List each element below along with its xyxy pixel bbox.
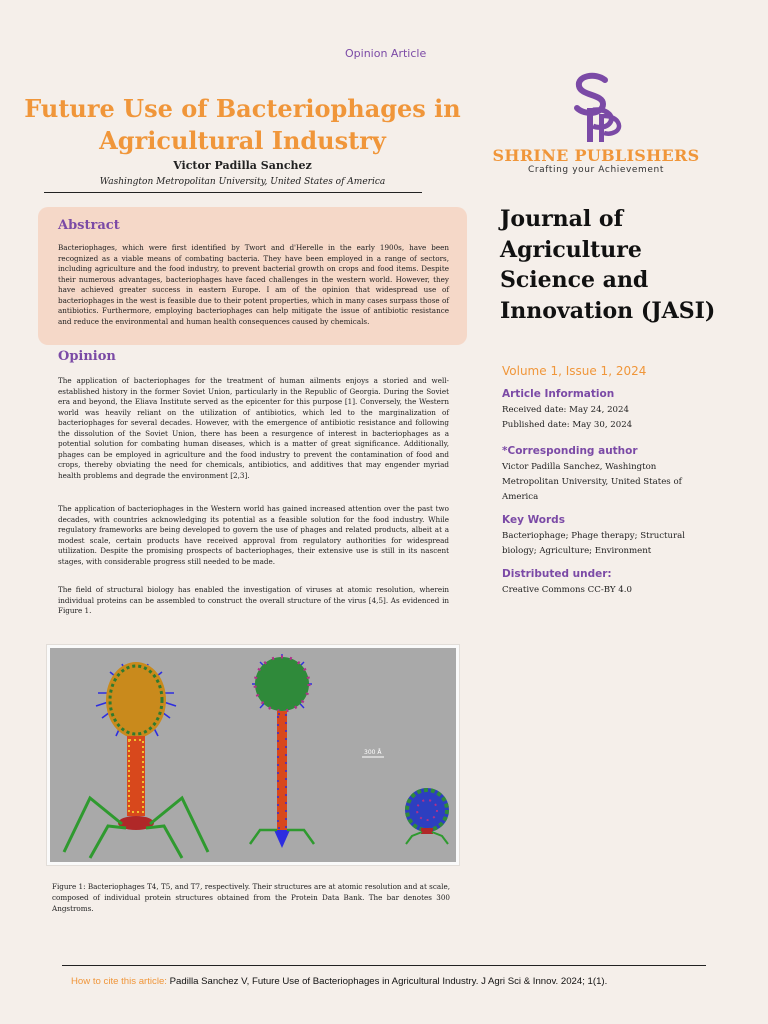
bacteriophage-illustration xyxy=(50,648,456,862)
citation-label: How to cite this article: xyxy=(71,976,170,987)
corresponding-heading: *Corresponding author xyxy=(502,445,638,457)
article-type: Opinion Article xyxy=(345,47,427,60)
author-name: Victor Padilla Sanchez xyxy=(173,159,312,172)
corresponding-author: Victor Padilla Sanchez, Washington Metropolitan University, United States of America xyxy=(502,462,682,502)
publisher-name: SHRINE PUBLISHERS xyxy=(492,146,700,165)
figure-caption: Figure 1: Bacteriophages T4, T5, and T7, respectively. Their structures are at atomic resolution and at scale, composed of individual protein structures obtained from the Protein Data Bank. The bar denotes 300 Angstroms. xyxy=(52,882,450,913)
phage-t4-icon xyxy=(64,662,208,858)
footer-divider xyxy=(62,965,706,966)
title-divider xyxy=(44,192,422,193)
scale-bar-label: 300 Å xyxy=(364,749,382,756)
keywords-heading: Key Words xyxy=(502,514,565,526)
distributed-heading: Distributed under: xyxy=(502,568,612,580)
keywords-text: Bacteriophage; Phage therapy; Structural biology; Agriculture; Environment xyxy=(502,531,686,556)
phage-t5-icon xyxy=(250,654,314,848)
received-date: Received date: May 24, 2024 xyxy=(502,405,629,415)
body-paragraph: The application of bacteriophages for the treatment of human ailments enjoys a storied and well-established history in the former Soviet Union, particularly in the Republic of Georgia. During the Soviet era and beyond, the Eliava Institute served as the epicenter for this purpose [1]. Conversely, the Western world was heavily reliant on the utilization of antibiotics, which led to the marginalization of bacteriophages for several decades. However, with the emergence of antibiotic resistance and following the dissolution of the Soviet Union, there has been a resurgence of interest in bacteriophages as a potential solution for combating human diseases, which is a matter of great significance. Additionally, phages can be employed in agriculture and the food industry to prevent the contamination of food and crops, thereby obviating the need for chemicals, antibiotics, and additives that may engender myriad health problems and degrade the environment [2,3]. xyxy=(58,376,449,480)
article-info-heading: Article Information xyxy=(502,388,615,400)
publisher-tagline: Crafting your Achievement xyxy=(527,165,664,175)
figure-image xyxy=(50,648,456,862)
figure-1 xyxy=(46,644,460,866)
abstract-heading: Abstract xyxy=(58,218,120,233)
license-text: Creative Commons CC-BY 4.0 xyxy=(502,585,632,595)
journal-title: Journal of Agriculture Science and Innovation (JASI) xyxy=(500,206,716,324)
scale-bar xyxy=(362,749,384,757)
body-paragraph: The field of structural biology has enabled the investigation of viruses at atomic resolution, wherein individual proteins can be assembled to construct the overall structure of the virus [4,5]. As evidenced in Figure 1. xyxy=(58,585,449,615)
phage-t7-icon xyxy=(405,788,449,844)
citation-text: Padilla Sanchez V, Future Use of Bacteriophages in Agricultural Industry. J Agri Sci & Innov. 2024; 1(1). xyxy=(169,976,608,987)
publisher-logo-icon xyxy=(565,72,625,144)
citation xyxy=(71,976,607,987)
body-paragraph: The application of bacteriophages in the Western world has gained increased attention over the past two decades, with countries acknowledging its potential as a feasible solution for the food industry. While regulatory frameworks are being developed to govern the use of phages and related products, albeit at a modest scale, certain products have received approval from regulatory authorities for widespread utilization. Despite the promising prospects of bacteriophages, their extensive use is still in its nascent stages, with considerable progress still needed to be made. xyxy=(58,504,449,566)
abstract-text: Bacteriophages, which were first identified by Twort and d'Herelle in the early 1900s, have been recognized as a viable means of combating bacteria. They have been employed in a range of sectors, including agriculture and the food industry, to prevent bacterial growth on crops and food items. Despite their numerous advantages, bacteriophages have faced challenges in the western world. However, they have achieved greater success in eastern Europe. I am of the opinion that widespread use of bacteriophages in the west is feasible due to their potent properties, which in many cases surpass those of antibiotics. Furthermore, employing bacteriophages can help mitigate the issue of antibiotic resistance and reduce the environmental and human health consequences caused by chemicals. xyxy=(58,243,449,326)
opinion-heading: Opinion xyxy=(58,349,116,364)
author-affiliation: Washington Metropolitan University, United States of America xyxy=(99,177,386,187)
article-title: Future Use of Bacteriophages in Agricultural Industry xyxy=(24,94,461,155)
published-date: Published date: May 30, 2024 xyxy=(502,420,633,430)
volume-issue: Volume 1, Issue 1, 2024 xyxy=(502,364,647,378)
